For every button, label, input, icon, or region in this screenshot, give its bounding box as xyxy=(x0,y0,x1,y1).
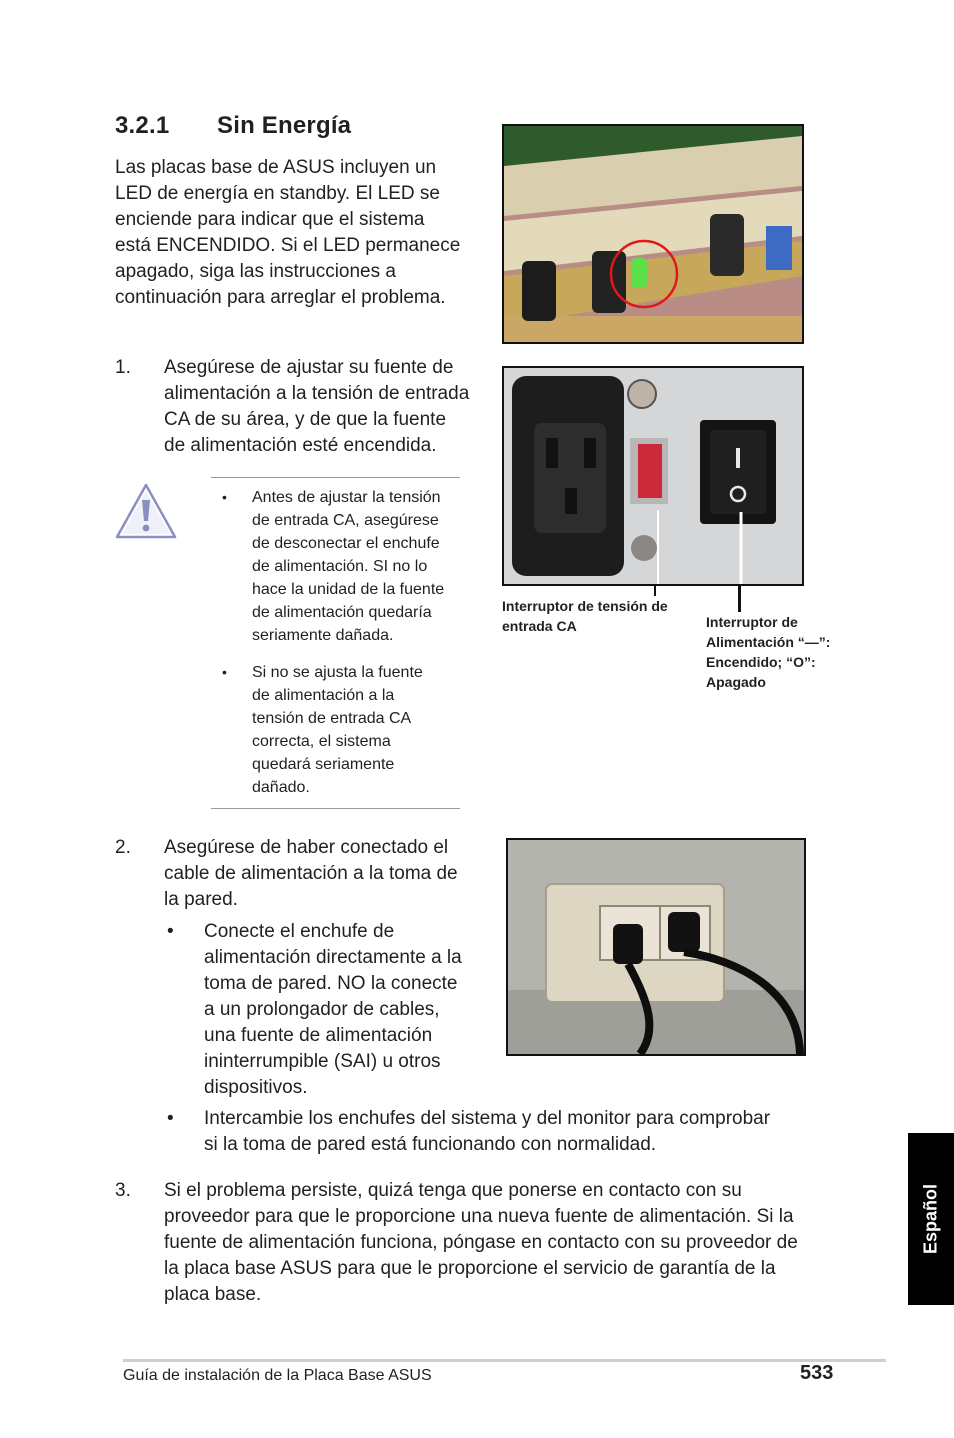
power-supply-illustration xyxy=(504,368,802,584)
step-2-sub-item-2: Intercambie los enchufes del sistema y del monitor para comprobar si la toma de pared está funcionando con normalidad. xyxy=(204,1108,771,1155)
voltage-switch-caption: Interruptor de tensión de entrada CA xyxy=(502,598,668,634)
step-1-line: Asegúrese de ajustar su fuente de xyxy=(164,357,454,378)
page-number: 533 xyxy=(800,1362,834,1384)
footer-title: Guía de instalación de la Placa Base ASUS xyxy=(123,1367,432,1384)
voltage-switch-leader xyxy=(654,584,656,596)
intro-paragraph xyxy=(115,155,475,311)
caution-item-1: Antes de ajustar la tensión de entrada CA, asegúrese de desconectar el enchufe de alimentación. SI no lo hace la unidad de la fuente de alimentación quedaría seriamente dañada. xyxy=(252,489,445,644)
caution-bullet: • xyxy=(222,489,227,505)
wall-socket-illustration xyxy=(508,840,804,1054)
intro-line: continuación para arreglar el problema. xyxy=(115,287,446,308)
step-2-number: 2. xyxy=(115,837,131,858)
intro-line: está ENCENDIDO. Si el LED permanece xyxy=(115,235,461,256)
language-side-tab xyxy=(908,1133,954,1305)
step-2-text: Asegúrese de haber conectado el cable de alimentación a la toma de la pared. xyxy=(164,837,458,910)
power-supply-photo xyxy=(502,366,804,586)
step-3-text: Si el problema persiste, quizá tenga que ponerse en contacto con su proveedor para que le proporcione una nueva fuente de alimentación. Si la fuente de alimentación funciona, póngase en contacto con su proveedor de la placa base ASUS para que le proporcione el servicio de garantía de la placa base. xyxy=(164,1180,798,1305)
step-1-text xyxy=(164,355,484,459)
section-title: Sin Energía xyxy=(217,112,352,139)
warning-triangle-icon xyxy=(115,483,177,546)
motherboard-led-illustration xyxy=(504,126,802,342)
section-number: 3.2.1 xyxy=(115,112,170,139)
motherboard-led-photo xyxy=(502,124,804,344)
wall-socket-photo xyxy=(506,838,806,1056)
intro-line: Las placas base de ASUS incluyen un xyxy=(115,157,437,178)
step-1-line: de alimentación esté encendida. xyxy=(164,435,437,456)
step-1-number: 1. xyxy=(115,357,131,378)
caution-bullet: • xyxy=(222,664,227,680)
intro-line: LED de energía en standby. El LED se xyxy=(115,183,440,204)
language-tab-label: Español xyxy=(920,1183,941,1255)
section-heading xyxy=(115,112,351,140)
caution-item-2: Si no se ajusta la fuente de alimentación a la tensión de entrada CA correcta, el sistema quedará seriamente dañado. xyxy=(252,664,423,796)
intro-line: apagado, siga las instrucciones a xyxy=(115,261,396,282)
step-1-line: alimentación a la tensión de entrada xyxy=(164,383,470,404)
step-2-sub-bullet: • xyxy=(167,921,174,942)
footer-rule xyxy=(123,1359,886,1362)
step-2-sub-item-1: Conecte el enchufe de alimentación directamente a la toma de pared. NO la conecte a un prolongador de cables, una fuente de alimentación ininterrumpible (SAI) u otros dispositivos. xyxy=(204,921,462,1098)
power-switch-caption: Interruptor de Alimentación “—”: Encendido; “O”: Apagado xyxy=(706,614,831,690)
step-3-number: 3. xyxy=(115,1180,131,1201)
power-switch-leader xyxy=(738,584,741,612)
step-2-sub-bullet: • xyxy=(167,1108,174,1129)
step-1-line: CA de su área, y de que la fuente xyxy=(164,409,447,430)
intro-line: enciende para indicar que el sistema xyxy=(115,209,425,230)
caution-top-rule xyxy=(211,477,460,478)
caution-bottom-rule xyxy=(211,808,460,809)
